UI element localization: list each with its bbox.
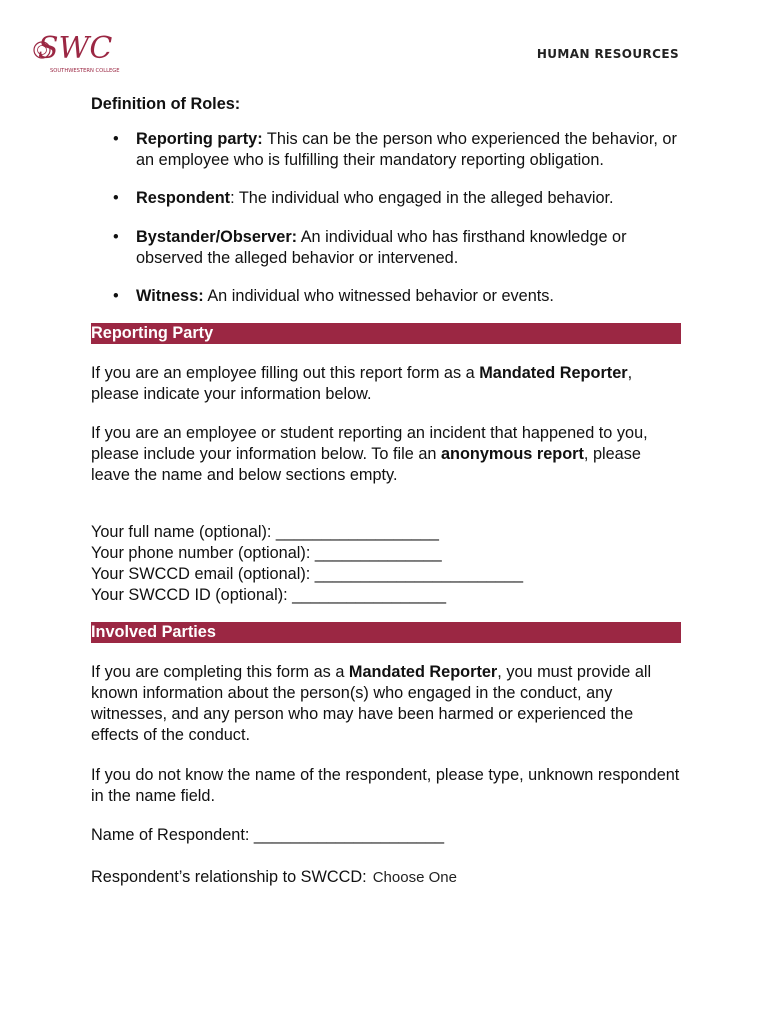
role-item — [91, 227, 681, 269]
bullet-icon: • — [113, 287, 119, 305]
definitions-title: Definition of Roles: — [91, 95, 241, 113]
reporter-fields — [91, 522, 681, 606]
logo-text: SWC — [38, 31, 113, 66]
involved-parties-heading-text: Involved Parties — [91, 623, 216, 641]
id-field[interactable]: Your SWCCD ID (optional): _________________ — [91, 586, 447, 604]
involved-paragraph-1 — [91, 662, 681, 746]
text-span: If you are an employee filling out this report form as a — [91, 364, 480, 382]
text-span: , please indicate your information below. — [91, 364, 633, 403]
roles-list — [91, 129, 681, 307]
bold-span: anonymous report — [440, 445, 584, 463]
role-text: An individual who has firsthand knowledge or observed the alleged behavior or intervened. — [136, 228, 627, 267]
role-term: Bystander/Observer: — [136, 228, 298, 246]
text-span: , please leave the name and below sections empty. — [91, 445, 641, 484]
text-span: If you are completing this form as a — [91, 663, 349, 681]
involved-parties-heading — [91, 622, 681, 643]
full-name-field[interactable]: Your full name (optional): __________________ — [91, 523, 439, 541]
bold-span: Mandated Reporter — [479, 364, 628, 382]
respondent-relationship-row — [91, 867, 681, 888]
involved-paragraph-2: If you do not know the name of the respondent, please type, unknown respondent in the name field. — [91, 766, 680, 805]
respondent-name-field[interactable]: Name of Respondent: _____________________ — [91, 826, 445, 844]
reporting-party-paragraph-1 — [91, 363, 681, 405]
role-text: This can be the person who experienced the behavior, or an employee who is fulfilling their mandatory reporting obligation. — [136, 130, 677, 169]
department-title: HUMAN RESOURCES — [536, 47, 679, 61]
swc-logo — [28, 20, 128, 76]
role-term: Witness: — [136, 287, 204, 305]
role-text: An individual who witnessed behavior or events. — [203, 287, 554, 305]
phone-field[interactable]: Your phone number (optional): ______________ — [91, 544, 442, 562]
text-span: , you must provide all known information about the person(s) who engaged in the conduct, any witnesses, and any person who may have been harmed or experienced the effects of the conduct. — [91, 663, 652, 744]
role-text: : The individual who engaged in the alleged behavior. — [230, 189, 614, 207]
relationship-select[interactable]: Choose One — [372, 869, 457, 886]
bold-span: Mandated Reporter — [348, 663, 498, 681]
logo-subtext: SOUTHWESTERN COLLEGE — [50, 68, 120, 74]
bullet-icon: • — [113, 228, 119, 246]
role-term: Reporting party: — [136, 130, 263, 148]
role-term: Respondent — [136, 189, 231, 207]
document-body — [91, 94, 681, 888]
role-item — [91, 129, 681, 171]
relationship-label: Respondent’s relationship to SWCCD: — [91, 868, 367, 886]
role-item — [91, 188, 681, 209]
reporting-party-heading — [91, 323, 681, 344]
text-span: If you are an employee or student reporting an incident that happened to you, please include your information below. To file an — [91, 424, 648, 463]
bullet-icon: • — [113, 130, 119, 148]
reporting-party-heading-text: Reporting Party — [91, 324, 214, 342]
email-field[interactable]: Your SWCCD email (optional): _______________________ — [91, 565, 524, 583]
reporting-party-paragraph-2 — [91, 423, 681, 486]
role-item — [91, 286, 681, 307]
bullet-icon: • — [113, 189, 119, 207]
